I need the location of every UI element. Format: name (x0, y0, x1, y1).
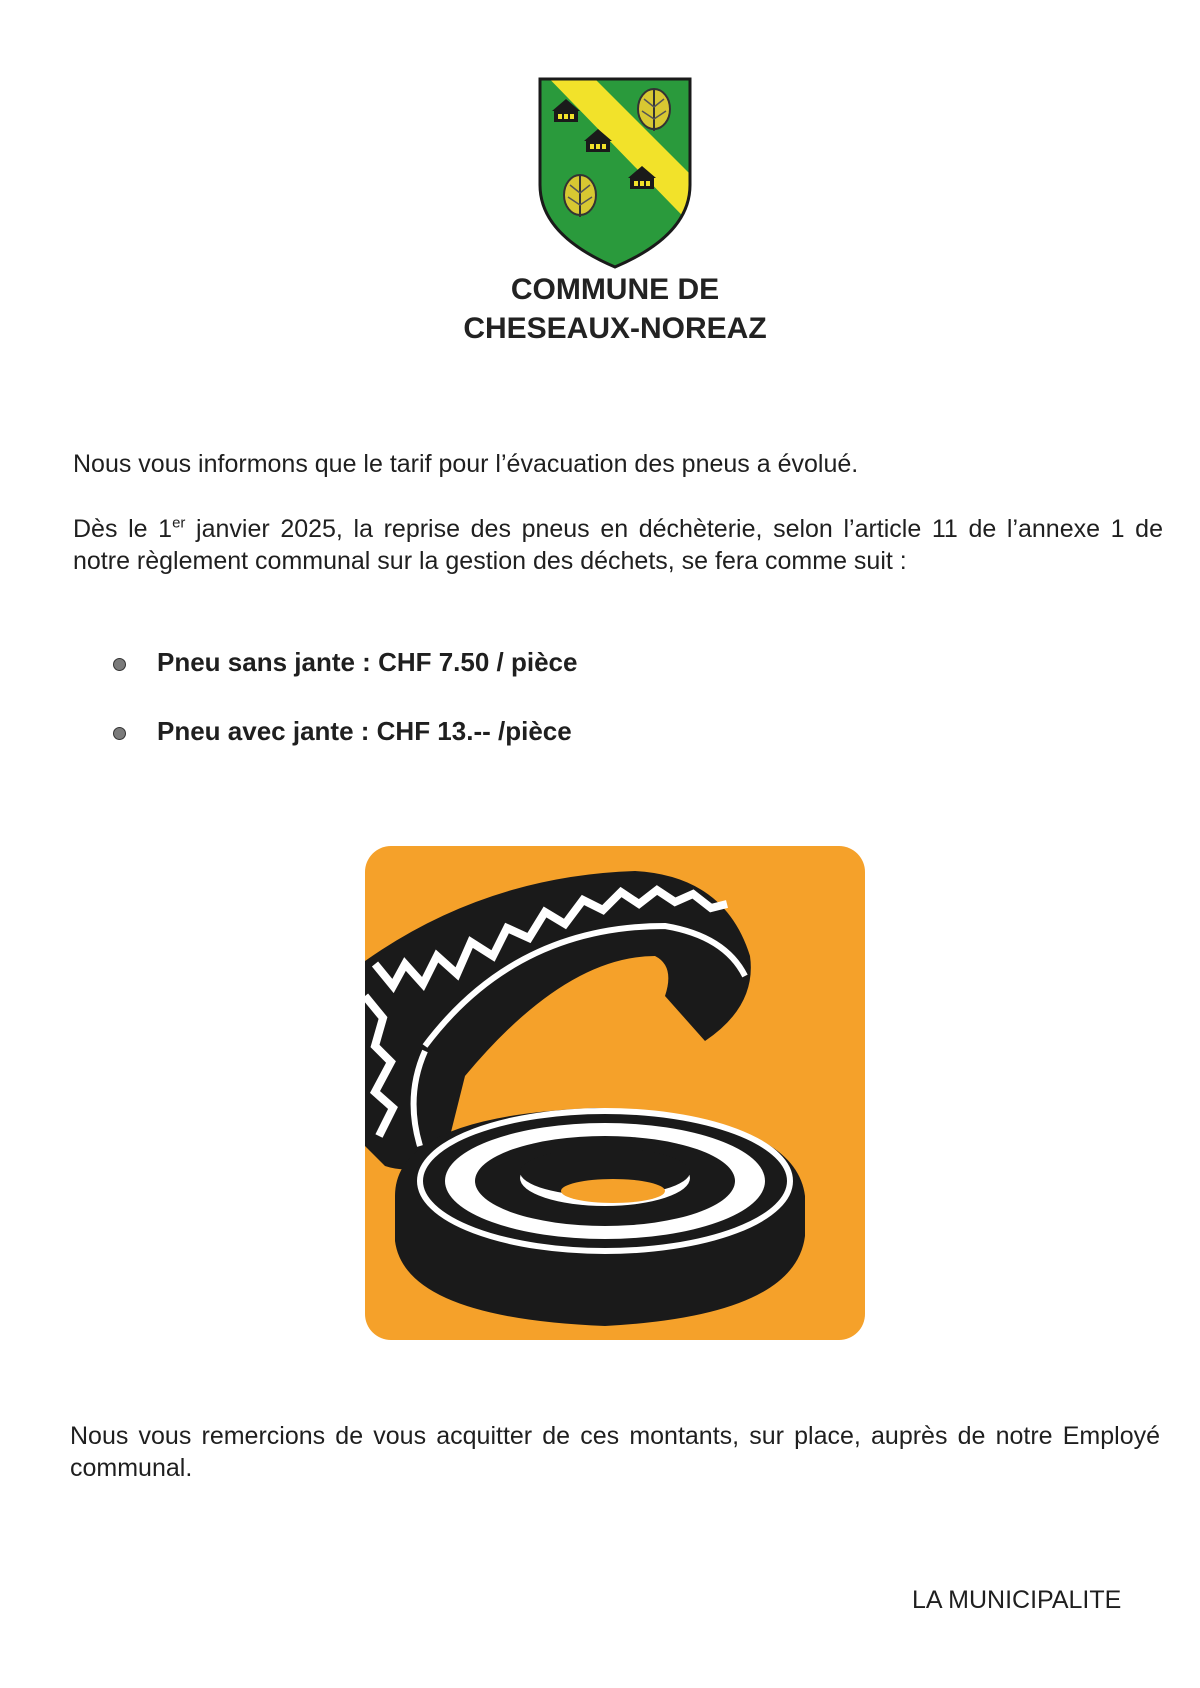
intro-paragraph: Nous vous informons que le tarif pour l’évacuation des pneus a évolué. (73, 450, 859, 478)
ordinal-superscript: er (172, 514, 186, 532)
closing-paragraph: Nous vous remercions de vous acquitter de ces montants, sur place, auprès de notre Employé communal. (70, 1422, 1160, 1482)
tires-icon (365, 846, 865, 1340)
bullet-icon (113, 727, 126, 740)
coat-of-arms-icon (536, 75, 694, 271)
page-title-line1: COMMUNE DE (510, 273, 720, 306)
main-paragraph-rest: janvier 2025, la reprise des pneus en déchèterie, selon l’article 11 de l’annexe 1 de notre règlement communal sur la gestion des déchets, se fera comme suit : (73, 515, 1163, 575)
signature: LA MUNICIPALITE (912, 1586, 1122, 1614)
main-paragraph (73, 513, 1163, 577)
price-item-text: Pneu avec jante : CHF 13.-- /pièce (157, 716, 572, 746)
main-paragraph-start: Dès le 1 (73, 515, 173, 543)
price-item-text: Pneu sans jante : CHF 7.50 / pièce (157, 647, 578, 677)
bullet-icon (113, 658, 126, 671)
page-title-line2: CHESEAUX-NOREAZ (463, 312, 767, 345)
